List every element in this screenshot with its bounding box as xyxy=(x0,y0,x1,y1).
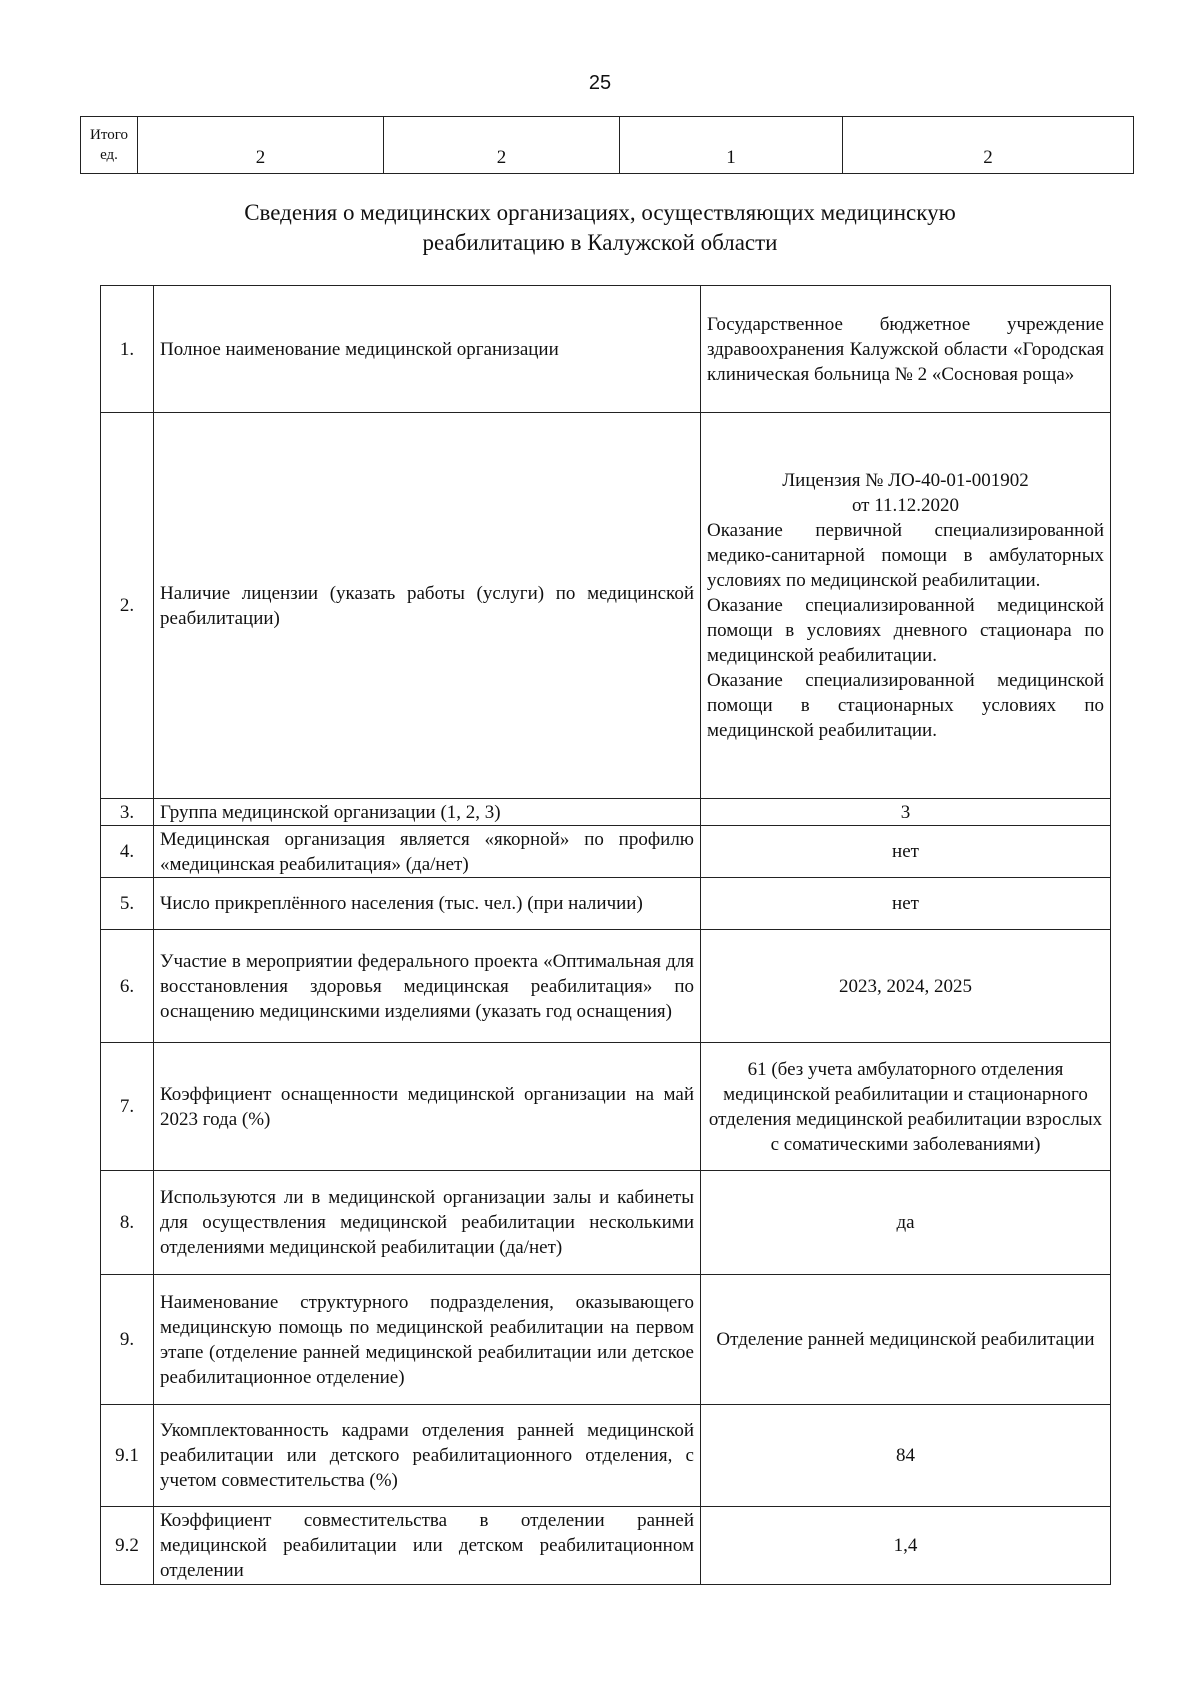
organization-info-table xyxy=(100,285,1111,1585)
table-row xyxy=(101,1507,1111,1585)
row-number: 9.1 xyxy=(101,1405,154,1507)
row-number: 9.2 xyxy=(101,1507,154,1585)
table-row xyxy=(101,413,1111,799)
table-row xyxy=(101,878,1111,930)
row-parameter: Наименование структурного подразделения, оказывающего медицинскую помощь по медицинской реабилитации на первом этапе (отделение ранней медицинской реабилитации или детское реабилитационное отделение) xyxy=(154,1275,701,1405)
row-parameter: Используются ли в медицинской организации залы и кабинеты для осуществления медицинской реабилитации несколькими отделениями медицинской реабилитации (да/нет) xyxy=(154,1171,701,1275)
table-row xyxy=(101,799,1111,826)
row-value: 1,4 xyxy=(701,1507,1111,1585)
row-parameter: Наличие лицензии (указать работы (услуги) по медицинской реабилитации) xyxy=(154,413,701,799)
section-heading xyxy=(0,198,1200,258)
table-row xyxy=(101,1275,1111,1405)
row-parameter: Медицинская организация является «якорной» по профилю «медицинская реабилитация» (да/нет) xyxy=(154,826,701,878)
row-number: 2. xyxy=(101,413,154,799)
table-row xyxy=(101,826,1111,878)
row-value: нет xyxy=(701,878,1111,930)
section-heading-line1: Сведения о медицинских организациях, осуществляющих медицинскую xyxy=(244,200,956,225)
row-value: да xyxy=(701,1171,1111,1275)
row-parameter: Число прикреплённого населения (тыс. чел.) (при наличии) xyxy=(154,878,701,930)
row-value: Государственное бюджетное учреждение здравоохранения Калужской области «Городская клиническая больница № 2 «Сосновая роща» xyxy=(701,286,1111,413)
row-number: 3. xyxy=(101,799,154,826)
totals-value: 1 xyxy=(620,117,843,174)
row-value: Отделение ранней медицинской реабилитации xyxy=(701,1275,1111,1405)
row-value: 2023, 2024, 2025 xyxy=(701,930,1111,1043)
section-heading-line2: реабилитацию в Калужской области xyxy=(422,230,778,255)
license-service: Оказание первичной специализированной медико-санитарной помощи в амбулаторных условиях по медицинской реабилитации. xyxy=(707,520,1104,591)
row-number: 9. xyxy=(101,1275,154,1405)
row-number: 7. xyxy=(101,1043,154,1171)
row-value: 3 xyxy=(701,799,1111,826)
table-row xyxy=(101,1043,1111,1171)
row-number: 5. xyxy=(101,878,154,930)
totals-label-line1: Итого xyxy=(90,127,128,143)
row-parameter: Участие в мероприятии федерального проекта «Оптимальная для восстановления здоровья медицинская реабилитация» по оснащению медицинскими изделиями (указать год оснащения) xyxy=(154,930,701,1043)
license-service: Оказание специализированной медицинской помощи в условиях дневного стационара по медицинской реабилитации. xyxy=(707,595,1104,666)
page-number: 25 xyxy=(588,72,612,94)
row-value: 84 xyxy=(701,1405,1111,1507)
table-row xyxy=(101,930,1111,1043)
license-cell xyxy=(701,413,1111,799)
license-number: Лицензия № ЛО-40-01-001902 xyxy=(782,470,1029,491)
totals-label xyxy=(81,117,138,174)
row-value: 61 (без учета амбулаторного отделения медицинской реабилитации и стационарного отделения медицинской реабилитации взрослых с соматическими заболеваниями) xyxy=(701,1043,1111,1171)
license-service: Оказание специализированной медицинской помощи в стационарных условиях по медицинской реабилитации. xyxy=(707,670,1104,741)
row-parameter: Полное наименование медицинской организации xyxy=(154,286,701,413)
totals-table xyxy=(80,116,1134,174)
table-row xyxy=(101,1171,1111,1275)
table-row xyxy=(101,286,1111,413)
row-parameter: Коэффициент оснащенности медицинской организации на май 2023 года (%) xyxy=(154,1043,701,1171)
totals-value: 2 xyxy=(843,117,1134,174)
row-parameter: Коэффициент совместительства в отделении ранней медицинской реабилитации или детском реабилитационном отделении xyxy=(154,1507,701,1585)
row-parameter: Укомплектованность кадрами отделения ранней медицинской реабилитации или детского реабилитационного отделения, с учетом совместительства (%) xyxy=(154,1405,701,1507)
totals-value: 2 xyxy=(138,117,384,174)
row-parameter: Группа медицинской организации (1, 2, 3) xyxy=(154,799,701,826)
row-value: нет xyxy=(701,826,1111,878)
totals-label-line2: ед. xyxy=(100,147,118,163)
row-number: 8. xyxy=(101,1171,154,1275)
table-row xyxy=(101,1405,1111,1507)
row-number: 1. xyxy=(101,286,154,413)
totals-value: 2 xyxy=(384,117,620,174)
totals-row xyxy=(81,117,1134,174)
license-date: от 11.12.2020 xyxy=(851,495,960,516)
row-number: 4. xyxy=(101,826,154,878)
row-number: 6. xyxy=(101,930,154,1043)
